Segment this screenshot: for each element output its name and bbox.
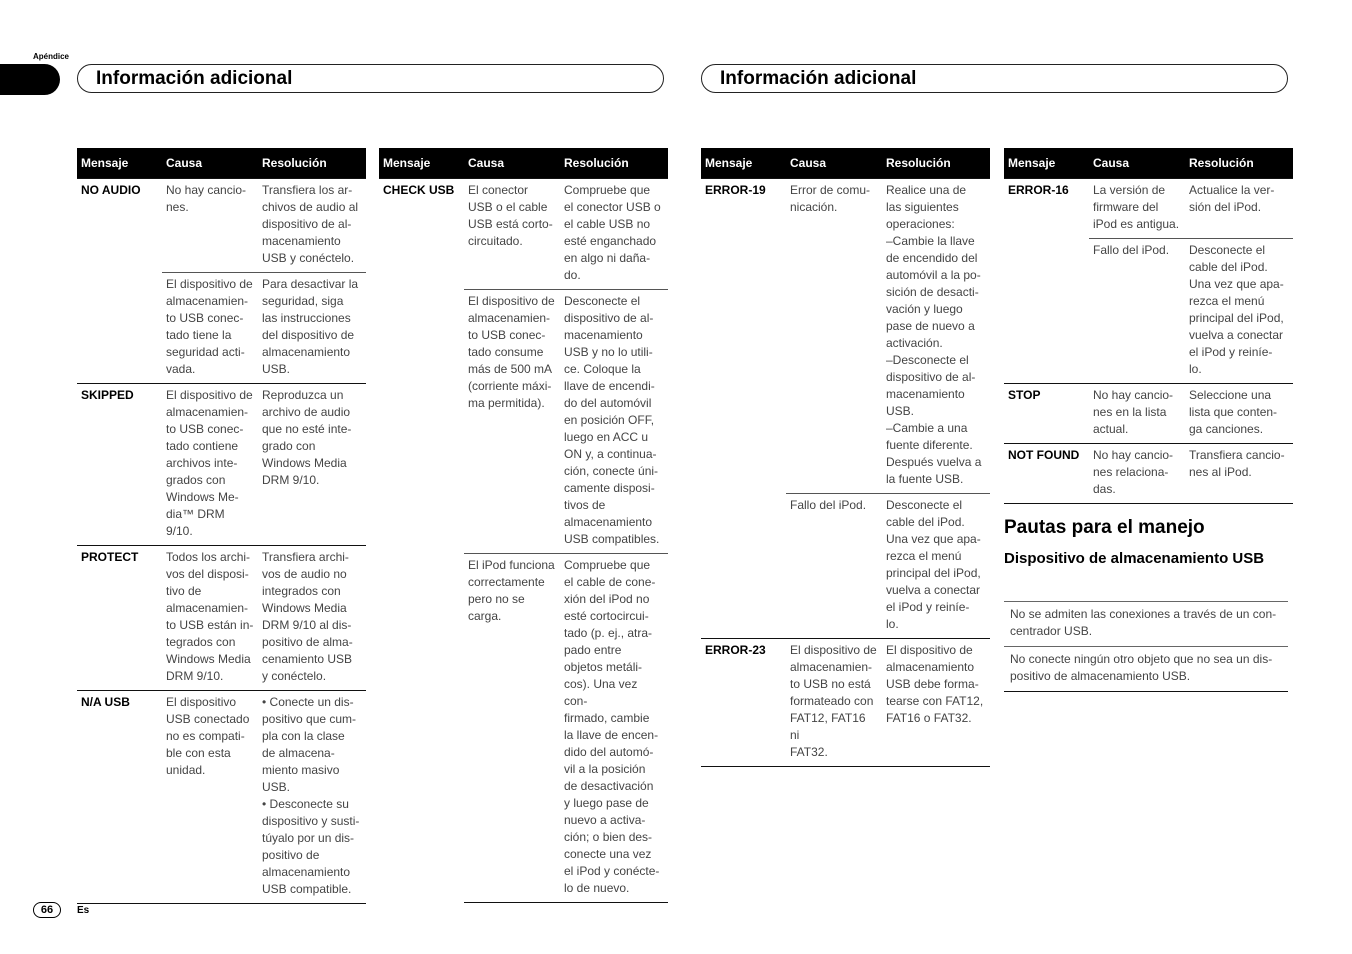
section-header-left — [77, 64, 664, 93]
cause-text: Error de comu- nicación. — [790, 183, 871, 214]
cause-text: La versión de firmware del iPod es antigua. — [1093, 183, 1180, 231]
cause-cell — [162, 273, 258, 384]
cause-text: El conector USB o el cable USB está corto- circuitado. — [468, 183, 553, 248]
table-row — [77, 384, 366, 546]
messages-table-4 — [1004, 148, 1293, 504]
header-resolucion: Resolución — [1185, 148, 1293, 179]
resolution-text: Actualice la ver- sión del iPod. — [1189, 183, 1275, 214]
cause-cell — [464, 554, 560, 903]
message-code: SKIPPED — [77, 384, 162, 546]
message-code: STOP — [1004, 384, 1089, 444]
cause-cell — [162, 179, 258, 273]
resolution-cell — [882, 179, 990, 494]
cause-cell — [162, 546, 258, 691]
cause-text: Fallo del iPod. — [790, 498, 867, 512]
usb-notes — [1004, 601, 1288, 692]
page-number: 66 — [33, 902, 61, 918]
resolution-text: Compruebe que el cable de cone- xión del iPod no esté cortocircui- tado (p. ej., atra- pado entre objetos metáli- cos). Una vez con- firmado, cambie la llave de encen- dido del automó- vil a la posición de desactivación y luego pase de nuevo a activa- ción; o bien des- conecte una vez el iPod y conécte- lo de nuevo. — [564, 558, 660, 895]
message-code: NO AUDIO — [77, 179, 162, 384]
cause-text: El iPod funciona correctamente pero no se carga. — [468, 558, 555, 623]
cause-cell — [1089, 444, 1185, 504]
resolution-cell — [1185, 239, 1293, 384]
header-mensaje: Mensaje — [701, 148, 786, 179]
usb-device-subheading: Dispositivo de almacenamiento USB — [1004, 550, 1265, 567]
resolution-text: • Conecte un dis- positivo que cum- pla con la clase de almacena- miento masivo USB. • Desconecte su dispositivo y susti- túyalo por un dis- positivo de almacenamiento USB compatible. — [262, 695, 360, 896]
table-header — [379, 148, 668, 179]
table-row — [701, 639, 990, 767]
resolution-cell — [882, 494, 990, 639]
resolution-cell — [258, 691, 366, 904]
cause-text: Fallo del iPod. — [1093, 243, 1170, 257]
header-resolucion: Resolución — [258, 148, 366, 179]
header-causa: Causa — [162, 148, 258, 179]
resolution-text: Desconecte el dispositivo de al- macenamiento USB y no lo utili- ce. Coloque la llave de encendi- do del automóvil en posición OFF, luego en ACC u ON y, a continua- ción, conecte úni- camente disposi- tivos de almacenamiento USB compatibles. — [564, 294, 660, 546]
messages-table-1 — [77, 148, 366, 904]
resolution-text: Reproduzca un archivo de audio que no esté inte- grado con Windows Media DRM 9/10. — [262, 388, 352, 487]
note-text: No conecte ningún otro objeto que no sea un dis- positivo de almacenamiento USB. — [1010, 652, 1273, 683]
message-code: N/A USB — [77, 691, 162, 904]
cause-cell — [1089, 179, 1185, 239]
cause-text: No hay cancio- nes relaciona- das. — [1093, 448, 1174, 496]
cause-cell — [162, 384, 258, 546]
cause-cell — [464, 290, 560, 554]
table-row — [77, 691, 366, 904]
message-code: NOT FOUND — [1004, 444, 1089, 504]
resolution-text: Para desactivar la seguridad, siga las instrucciones del dispositivo de almacenamiento USB. — [262, 277, 359, 376]
note-item — [1004, 601, 1288, 646]
guidelines-heading: Pautas para el manejo — [1004, 517, 1205, 538]
message-code: ERROR-16 — [1004, 179, 1089, 384]
table-header — [701, 148, 990, 179]
messages-table-3 — [701, 148, 990, 767]
message-code: PROTECT — [77, 546, 162, 691]
language-code: Es — [77, 905, 90, 916]
resolution-cell — [560, 179, 668, 290]
cause-cell — [786, 639, 882, 767]
resolution-cell — [258, 384, 366, 546]
cause-text: Todos los archi- vos del disposi- tivo de almacenamien- to USB están in- tegrados con Windows Media DRM 9/10. — [166, 550, 254, 683]
message-code: ERROR-23 — [701, 639, 786, 767]
resolution-text: Compruebe que el conector USB o el cable USB no esté enganchado en algo ni daña- do. — [564, 183, 661, 282]
table-row — [1004, 444, 1293, 504]
table-row — [1004, 179, 1293, 239]
cause-text: El dispositivo de almacenamien- to USB conec- tado consume más de 500 mA (corriente máxi- ma permitida). — [468, 294, 555, 410]
resolution-text: Transfiera cancio- nes al iPod. — [1189, 448, 1285, 479]
resolution-text: Desconecte el cable del iPod. Una vez que apa- rezca el menú principal del iPod, vuelva a conectar el iPod y reiníe- lo. — [886, 498, 981, 631]
cause-text: El dispositivo de almacenamien- to USB no está formateado con FAT12, FAT16 ni FAT32. — [790, 643, 877, 759]
header-causa: Causa — [464, 148, 560, 179]
note-item — [1004, 646, 1288, 692]
cause-cell — [464, 179, 560, 290]
header-causa: Causa — [1089, 148, 1185, 179]
section-title: Información adicional — [720, 68, 917, 89]
header-mensaje: Mensaje — [379, 148, 464, 179]
cause-text: No hay cancio- nes. — [166, 183, 247, 214]
note-text: No se admiten las conexiones a través de un con- centrador USB. — [1010, 607, 1277, 638]
header-mensaje: Mensaje — [77, 148, 162, 179]
resolution-text: Realice una de las siguientes operaciones: –Cambie la llave de encendido del automóvil a la po- sición de desacti- vación y luego pase de nuevo a activación. –Desconecte el dispositivo de al- macenamiento USB. –Cambie a una fuente diferente. Después vuelva a la fuente USB. — [886, 183, 982, 486]
header-mensaje: Mensaje — [1004, 148, 1089, 179]
table-header — [1004, 148, 1293, 179]
resolution-text: El dispositivo de almacenamiento USB debe forma- tearse con FAT12, FAT16 o FAT32. — [886, 643, 984, 725]
resolution-cell — [882, 639, 990, 767]
table-header — [77, 148, 366, 179]
resolution-text: Desconecte el cable del iPod. Una vez que apa- rezca el menú principal del iPod, vuelva a conectar el iPod y reiníe- lo. — [1189, 243, 1284, 376]
resolution-cell — [258, 273, 366, 384]
header-causa: Causa — [786, 148, 882, 179]
cause-cell — [786, 179, 882, 494]
resolution-cell — [258, 546, 366, 691]
resolution-cell — [1185, 179, 1293, 239]
table-row — [77, 546, 366, 691]
resolution-cell — [1185, 444, 1293, 504]
cause-cell — [1089, 384, 1185, 444]
message-code: ERROR-19 — [701, 179, 786, 639]
resolution-cell — [1185, 384, 1293, 444]
section-header-right — [701, 64, 1288, 93]
appendix-label: Apéndice — [33, 52, 70, 61]
resolution-text: Transfiera los ar- chivos de audio al dispositivo de al- macenamiento USB y conéctelo. — [262, 183, 359, 265]
cause-cell — [786, 494, 882, 639]
resolution-cell — [258, 179, 366, 273]
resolution-text: Seleccione una lista que conten- ga canciones. — [1189, 388, 1278, 436]
table-row — [701, 179, 990, 494]
cause-text: El dispositivo de almacenamien- to USB conec- tado contiene archivos inte- grados con Windows Me- dia™ DRM 9/10. — [166, 388, 253, 538]
table-row — [77, 179, 366, 273]
cause-text: El dispositivo USB conectado no es compati- ble con esta unidad. — [166, 695, 250, 777]
message-code: CHECK USB — [379, 179, 464, 903]
cause-text: El dispositivo de almacenamien- to USB conec- tado tiene la seguridad acti- vada. — [166, 277, 253, 376]
header-resolucion: Resolución — [882, 148, 990, 179]
header-resolucion: Resolución — [560, 148, 668, 179]
messages-table-2 — [379, 148, 668, 903]
table-row — [379, 179, 668, 290]
chapter-tab — [0, 64, 60, 95]
section-title: Información adicional — [96, 68, 293, 89]
cause-cell — [1089, 239, 1185, 384]
resolution-cell — [560, 290, 668, 554]
cause-text: No hay cancio- nes en la lista actual. — [1093, 388, 1174, 436]
resolution-cell — [560, 554, 668, 903]
cause-cell — [162, 691, 258, 904]
table-row — [1004, 384, 1293, 444]
resolution-text: Transfiera archi- vos de audio no integrados con Windows Media DRM 9/10 al dis- positivo de alma- cenamiento USB y conéctelo. — [262, 550, 353, 683]
